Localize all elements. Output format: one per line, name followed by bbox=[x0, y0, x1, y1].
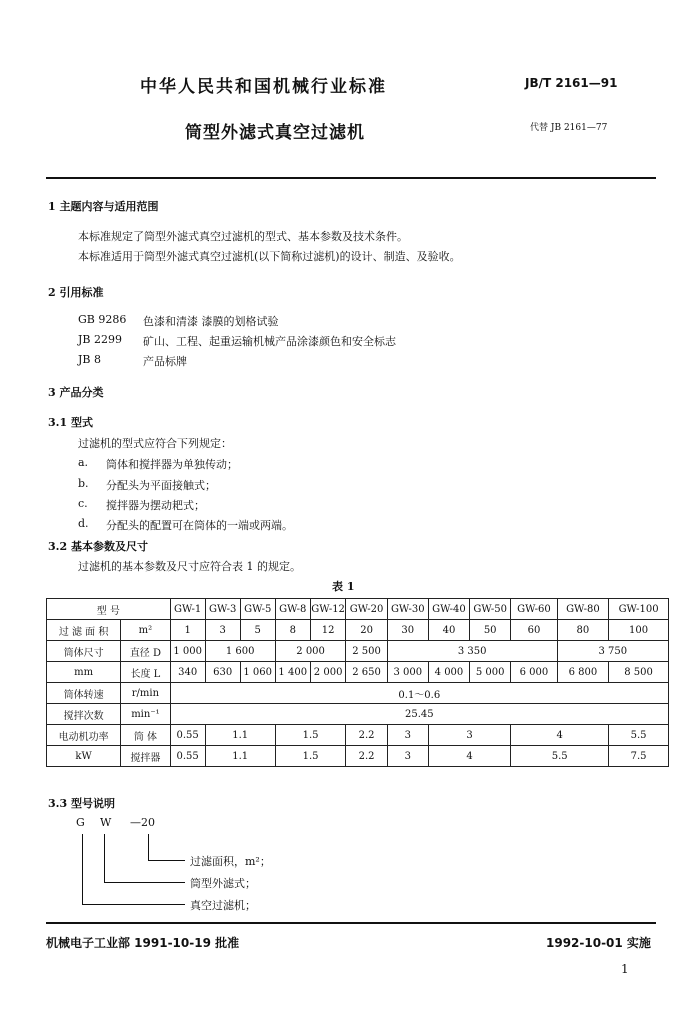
power-cell: 1.1 bbox=[205, 725, 275, 746]
power-label: 电动机功率 bbox=[47, 725, 121, 746]
section-1-para-1: 本标准规定了筒型外滤式真空过滤机的型式、基本参数及技术条件。 bbox=[78, 230, 408, 243]
diameter-cell: 2 500 bbox=[346, 641, 387, 662]
area-cell: 50 bbox=[470, 620, 511, 641]
footer-rule bbox=[46, 922, 656, 924]
diameter-cell: 1 600 bbox=[205, 641, 275, 662]
table-row bbox=[47, 704, 669, 725]
area-cell: 8 bbox=[275, 620, 310, 641]
model-cell: GW-20 bbox=[346, 599, 387, 620]
stir-value: 25.45 bbox=[170, 704, 668, 725]
model-cell: GW-5 bbox=[240, 599, 275, 620]
area-cell: 20 bbox=[346, 620, 387, 641]
list-item: 分配头的配置可在筒体的一端或两端。 bbox=[106, 519, 293, 532]
list-item: 分配头为平面接触式； bbox=[106, 479, 216, 492]
diameter-label: 直径 D bbox=[121, 641, 170, 662]
effective-date: 1992-10-01 实施 bbox=[546, 936, 651, 950]
model-note: 过滤面积，m²； bbox=[190, 855, 271, 868]
model-cell: GW-100 bbox=[609, 599, 669, 620]
area-cell: 12 bbox=[310, 620, 346, 641]
speed-label: 筒体转速 bbox=[47, 683, 121, 704]
area-cell: 80 bbox=[557, 620, 609, 641]
power-cell: 7.5 bbox=[609, 746, 669, 767]
ref-name: 矿山、工程、起重运输机械产品涂漆颜色和安全标志 bbox=[143, 335, 396, 348]
agitator-label: 搅拌器 bbox=[121, 746, 170, 767]
area-cell: 40 bbox=[428, 620, 469, 641]
area-unit: m² bbox=[121, 620, 170, 641]
section-3-3-title: 3.3 型号说明 bbox=[48, 797, 115, 810]
area-cell: 3 bbox=[205, 620, 240, 641]
diameter-cell: 3 750 bbox=[557, 641, 668, 662]
ref-code: JB 2299 bbox=[78, 333, 122, 346]
page-number: 1 bbox=[621, 962, 629, 976]
section-3-1-intro: 过滤机的型式应符合下列规定： bbox=[78, 437, 232, 450]
drum-label: 筒 体 bbox=[121, 725, 170, 746]
size-unit: mm bbox=[47, 662, 121, 683]
length-cell: 6 800 bbox=[557, 662, 609, 683]
area-label: 过 滤 面 积 bbox=[47, 620, 121, 641]
table-row bbox=[47, 746, 669, 767]
diameter-cell: 1 000 bbox=[170, 641, 205, 662]
model-cell: GW-3 bbox=[205, 599, 240, 620]
section-1-title: 1 主题内容与适用范围 bbox=[48, 200, 159, 213]
model-cell: GW-60 bbox=[511, 599, 557, 620]
power-cell: 0.55 bbox=[170, 725, 205, 746]
power-cell: 3 bbox=[387, 746, 428, 767]
length-cell: 340 bbox=[170, 662, 205, 683]
list-item: 搅拌器为摆动耙式； bbox=[106, 499, 205, 512]
length-cell: 630 bbox=[205, 662, 240, 683]
list-item: 筒体和搅拌器为单独传动； bbox=[106, 458, 238, 471]
model-note: 真空过滤机； bbox=[190, 899, 256, 912]
list-mark: d. bbox=[78, 517, 89, 530]
power-cell: 1.1 bbox=[205, 746, 275, 767]
header-rule bbox=[46, 177, 656, 179]
model-note: 筒型外滤式； bbox=[190, 877, 256, 890]
approval-date: 机械电子工业部 1991-10-19 批准 bbox=[46, 936, 240, 950]
model-cell: GW-80 bbox=[557, 599, 609, 620]
type-header: 型 号 bbox=[47, 599, 171, 620]
length-cell: 2 000 bbox=[310, 662, 346, 683]
length-cell: 3 000 bbox=[387, 662, 428, 683]
model-number: —20 bbox=[130, 816, 155, 829]
power-cell: 2.2 bbox=[346, 746, 387, 767]
area-cell: 5 bbox=[240, 620, 275, 641]
replaces-note: 代替 JB 2161—77 bbox=[530, 123, 608, 133]
list-mark: a. bbox=[78, 456, 89, 469]
power-unit: kW bbox=[47, 746, 121, 767]
diameter-cell: 3 350 bbox=[387, 641, 557, 662]
power-cell: 5.5 bbox=[511, 746, 609, 767]
area-cell: 1 bbox=[170, 620, 205, 641]
model-bracket-machine bbox=[82, 834, 185, 905]
section-3-2-intro: 过滤机的基本参数及尺寸应符合表 1 的规定。 bbox=[78, 560, 301, 573]
length-cell: 6 000 bbox=[511, 662, 557, 683]
power-cell: 1.5 bbox=[275, 746, 346, 767]
model-cell: GW-8 bbox=[275, 599, 310, 620]
length-cell: 1 400 bbox=[275, 662, 310, 683]
power-cell: 4 bbox=[428, 746, 510, 767]
power-cell: 0.55 bbox=[170, 746, 205, 767]
model-cell: GW-12 bbox=[310, 599, 346, 620]
ref-code: GB 9286 bbox=[78, 313, 127, 326]
power-cell: 4 bbox=[511, 725, 609, 746]
power-cell: 1.5 bbox=[275, 725, 346, 746]
list-mark: c. bbox=[78, 497, 88, 510]
table-row bbox=[47, 641, 669, 662]
section-3-1-title: 3.1 型式 bbox=[48, 416, 93, 429]
length-cell: 5 000 bbox=[470, 662, 511, 683]
model-letter-w: W bbox=[100, 816, 112, 829]
area-cell: 60 bbox=[511, 620, 557, 641]
size-label: 筒体尺寸 bbox=[47, 641, 121, 662]
speed-value: 0.1～0.6 bbox=[170, 683, 668, 704]
parameter-table bbox=[46, 598, 669, 767]
area-cell: 30 bbox=[387, 620, 428, 641]
length-label: 长度 L bbox=[121, 662, 170, 683]
table-row bbox=[47, 599, 669, 620]
model-cell: GW-40 bbox=[428, 599, 469, 620]
ref-name: 产品标牌 bbox=[143, 355, 187, 368]
power-cell: 2.2 bbox=[346, 725, 387, 746]
table-row bbox=[47, 683, 669, 704]
table-row bbox=[47, 725, 669, 746]
model-cell: GW-50 bbox=[470, 599, 511, 620]
model-letter-g: G bbox=[76, 816, 85, 829]
speed-unit: r/min bbox=[121, 683, 170, 704]
list-mark: b. bbox=[78, 477, 89, 490]
section-3-2-title: 3.2 基本参数及尺寸 bbox=[48, 540, 148, 553]
area-cell: 100 bbox=[609, 620, 669, 641]
length-cell: 4 000 bbox=[428, 662, 469, 683]
power-cell: 3 bbox=[387, 725, 428, 746]
table-row bbox=[47, 620, 669, 641]
model-cell: GW-30 bbox=[387, 599, 428, 620]
power-cell: 5.5 bbox=[609, 725, 669, 746]
length-cell: 1 060 bbox=[240, 662, 275, 683]
standard-code: JB/T 2161—91 bbox=[525, 76, 618, 90]
ref-name: 色漆和清漆 漆膜的划格试验 bbox=[143, 315, 279, 328]
ref-code: JB 8 bbox=[78, 353, 101, 366]
document-title: 筒型外滤式真空过滤机 bbox=[185, 123, 365, 143]
model-cell: GW-1 bbox=[170, 599, 205, 620]
stir-label: 搅拌次数 bbox=[47, 704, 121, 725]
stir-unit: min⁻¹ bbox=[121, 704, 170, 725]
length-cell: 8 500 bbox=[609, 662, 669, 683]
section-2-title: 2 引用标准 bbox=[48, 286, 104, 299]
section-1-para-2: 本标准适用于筒型外滤式真空过滤机(以下简称过滤机)的设计、制造、及验收。 bbox=[78, 250, 461, 263]
diameter-cell: 2 000 bbox=[275, 641, 346, 662]
standard-org: 中华人民共和国机械行业标准 bbox=[140, 77, 387, 97]
section-3-title: 3 产品分类 bbox=[48, 386, 104, 399]
power-cell: 3 bbox=[428, 725, 510, 746]
length-cell: 2 650 bbox=[346, 662, 387, 683]
table-caption: 表 1 bbox=[332, 580, 355, 593]
table-row bbox=[47, 662, 669, 683]
